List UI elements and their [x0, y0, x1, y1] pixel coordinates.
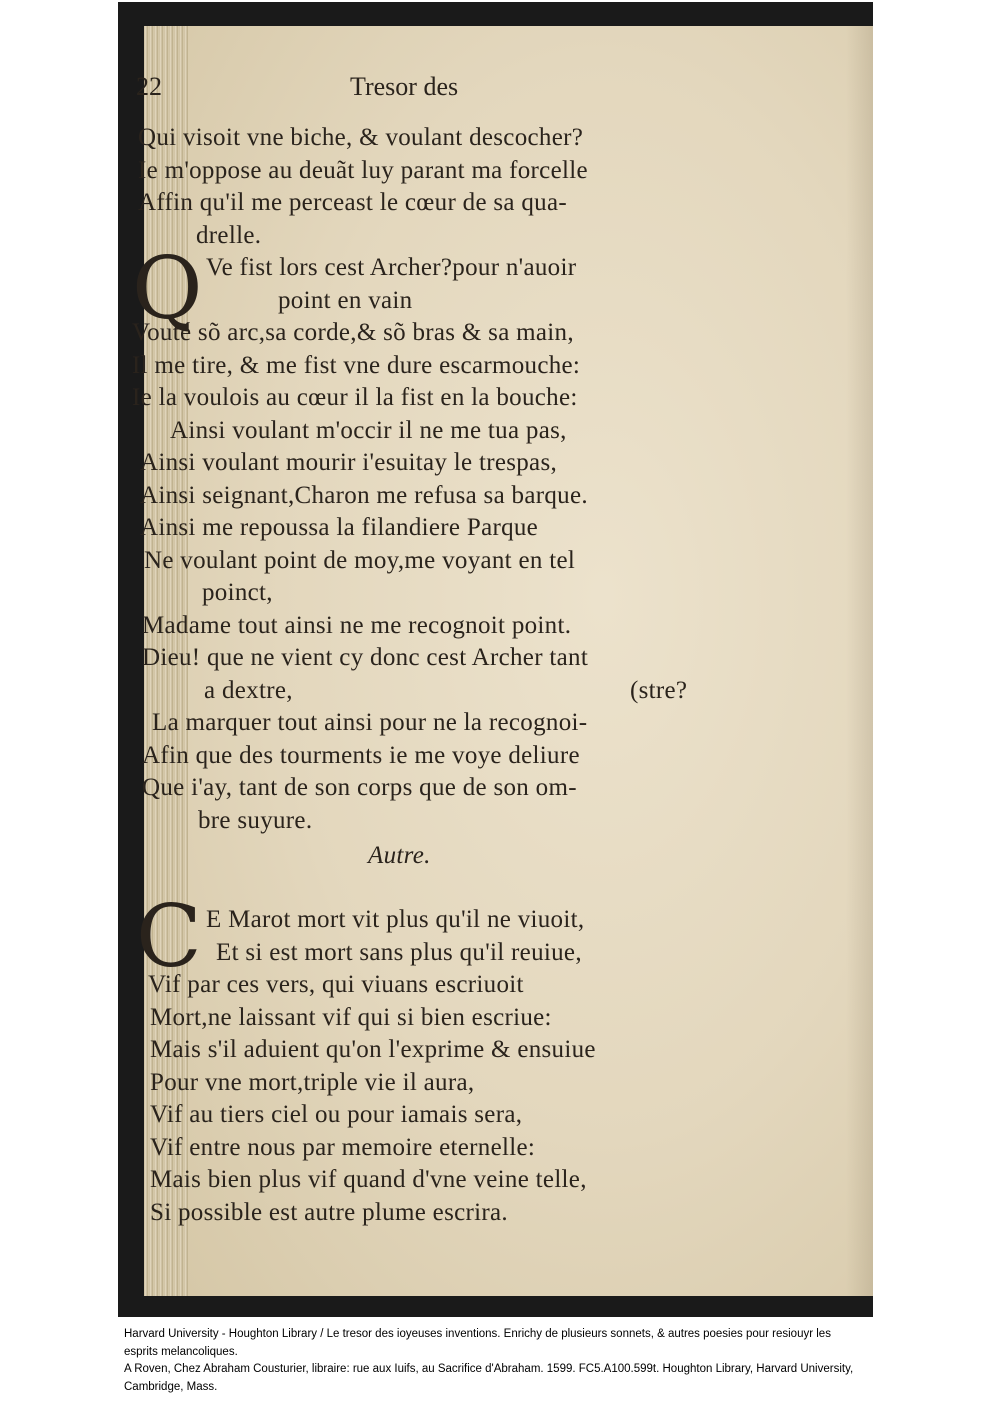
poem-continuation — [132, 122, 732, 252]
verse-line: Et si est mort sans plus qu'il reuiue, — [216, 938, 582, 966]
verse-line: Ie m'oppose au deuãt luy parant ma forcelle — [138, 156, 588, 184]
verse-line: Si possible est autre plume escrira. — [150, 1198, 508, 1226]
verse-line: Afin que des tourments ie me voye deliure — [142, 741, 580, 769]
verse-line: poinct, — [202, 579, 273, 606]
verse-line: Ve fist lors cest Archer?pour n'auoir — [206, 254, 577, 281]
section-heading: Autre. — [368, 842, 431, 869]
verse-line: Vif par ces vers, qui viuans escriuoit — [148, 971, 524, 998]
library-caption — [124, 1326, 864, 1396]
caption-line: A Roven, Chez Abraham Cousturier, libraire: rue aux Iuifs, au Sacrifice d'Abraham. 1599. FC5.A100.599t. Houghton Library, Harvard University, Cambridge, Mass. — [124, 1363, 854, 1393]
verse-line: Mais bien plus vif quand d'vne veine telle, — [150, 1166, 587, 1193]
verse-line: Madame tout ainsi ne me recognoit point. — [142, 611, 572, 639]
dropcap-c: C — [136, 887, 203, 987]
poem-marot — [132, 887, 732, 1229]
page-header — [132, 68, 732, 104]
verse-line: Vif au tiers ciel ou pour iamais sera, — [150, 1101, 523, 1128]
verse-line: Ie la voulois au cœur il la fist en la bouche: — [132, 384, 578, 411]
verse-line: Affin qu'il me perceast le cœur de sa qua- — [138, 189, 567, 216]
verse-line: Mais s'il aduient qu'on l'exprime & ensuiue — [150, 1036, 596, 1063]
gutter-shadow — [846, 26, 873, 1296]
verse-line: Ne voulant point de moy,me voyant en tel — [144, 546, 576, 574]
verse-line: Vif entre nous par memoire eternelle: — [150, 1133, 536, 1161]
verse-line: La marquer tout ainsi pour ne la recognoi- — [152, 709, 588, 736]
running-title: Tresor des — [350, 72, 459, 101]
verse-line: Dieu! que ne vient cy donc cest Archer tant — [142, 644, 589, 671]
margin-note: (stre? — [630, 676, 688, 704]
verse-line: Pour vne mort,triple vie il aura, — [150, 1068, 475, 1096]
caption-line: Harvard University - Houghton Library / Le tresor des ioyeuses inventions. Enrichy de plusieurs sonnets, & autres poesies pour resiouyr les esprits melancoliques. — [124, 1328, 831, 1358]
verse-line: Ainsi voulant mourir i'esuitay le trespas, — [140, 449, 558, 476]
stanza-q — [132, 239, 732, 837]
verse-line: Ainsi voulant m'occir il ne me tua pas, — [170, 416, 567, 444]
verse-line: Que i'ay, tant de son corps que de son om- — [142, 774, 577, 801]
page-number: 22 — [136, 72, 162, 101]
verse-line: Ainsi me repoussa la filandiere Parque — [140, 514, 539, 541]
verse-line: E Marot mort vit plus qu'il ne viuoit, — [206, 906, 585, 933]
verse-line: Ainsi seignant,Charon me refusa sa barque. — [140, 481, 588, 509]
verse-line: Mort,ne laissant vif qui si bien escriue: — [150, 1003, 552, 1031]
verse-line: Il me tire, & me fist vne dure escarmouche: — [132, 351, 581, 379]
verse-line: Qui visoit vne biche, & voulant descocher? — [138, 124, 584, 151]
verse-line: drelle. — [196, 221, 262, 249]
dropcap-q: Q — [132, 239, 203, 339]
verse-line: bre suyure. — [198, 806, 313, 834]
verse-line: point en vain — [278, 286, 413, 314]
verse-line: a dextre, — [204, 676, 293, 704]
verse-line: Vouté sõ arc,sa corde,& sõ bras & sa main, — [132, 319, 574, 346]
